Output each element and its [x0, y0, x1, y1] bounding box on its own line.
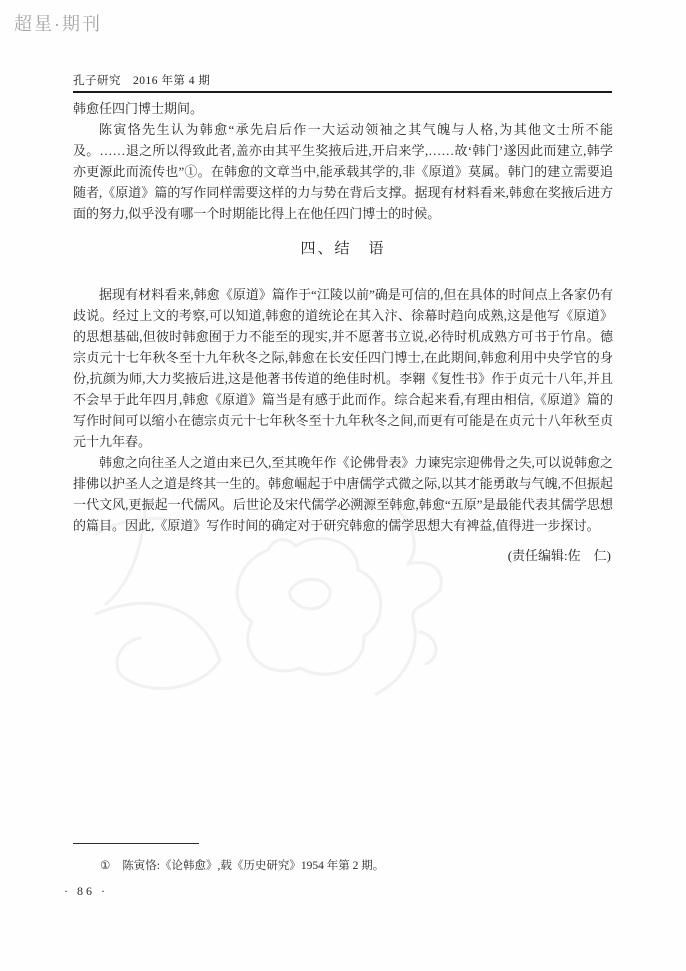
header-rule: [73, 91, 612, 93]
paragraph-3: 韩愈之向往圣人之道由来已久,至其晚年作《论佛骨表》力谏宪宗迎佛骨之失,可以说韩愈之排佛以护圣人之道是终其一生的。韩愈崛起于中唐儒学式微之际,以其才能勇敢与气魄,不但振起一代文风,更振起一代儒风。后世论及宋代儒学必溯源至韩愈,韩愈“五原”是最能代表其儒学思想的篇目。因此,《原道》写作时间的确定对于研究韩愈的儒学思想大有裨益,值得进一步探讨。: [73, 455, 613, 533]
article-body: [73, 98, 613, 566]
footnote-marker: ①: [100, 860, 111, 872]
paragraph-1: 陈寅恪先生认为韩愈“承先启后作一大运动领袖之其气魄与人格,为其他文士所不能及。……退之所以得致此者,盖亦由其平生奖掖后进,开启来学,……故‘韩门’遂因此而建立,韩学亦更源此而流传也”①。在韩愈的文章当中,能承载其学的,非《原道》莫属。韩门的建立需要追随者,《原道》篇的写作同样需要这样的力与势在背后支撑。据现有材料看来,韩愈在奖掖后进方面的努力,似乎没有哪一个时期能比得上在他任四门博士的时候。: [73, 122, 613, 221]
footnote-separator-rule: [73, 843, 199, 844]
footnote-text: 陈寅恪:《论韩愈》,载《历史研究》1954 年第 2 期。: [122, 860, 385, 872]
running-head: 孔子研究 2016 年第 4 期: [73, 75, 211, 87]
page-number: · 86 ·: [64, 884, 108, 898]
lead-paragraph: 韩愈任四门博士期间。: [73, 101, 204, 116]
paragraph-2: 据现有材料看来,韩愈《原道》篇作于“江陵以前”确是可信的,但在具体的时间点上各家仍有歧说。经过上文的考察,可以知道,韩愈的道统论在其入汴、徐幕时趋向成熟,这是他写《原道》的思想基础,但彼时韩愈囿于力不能至的现实,并不愿著书立说,必待时机成熟方可书于竹帛。德宗贞元十七年秋冬至十九年秋冬之际,韩愈在长安任四门博士,在此期间,韩愈利用中央学官的身份,抗颜为师,大力奖掖后进,这是他著书传道的绝佳时机。李翱《复性书》作于贞元十八年,并且不会早于此年四月,韩愈《原道》篇当是有感于此而作。综合起来看,有理由相信,《原道》篇的写作时间可以缩小在德宗贞元十七年秋冬至十九年秋冬之间,而更有可能是在贞元十八年秋至贞元十九年春。: [73, 287, 613, 449]
editor-credit: (责任编辑:佐 仁): [507, 548, 611, 563]
chaoxing-journal-logo: 超星·期刊: [14, 14, 102, 34]
footnote: [100, 857, 600, 873]
section-heading: 四、结 语: [300, 241, 386, 257]
